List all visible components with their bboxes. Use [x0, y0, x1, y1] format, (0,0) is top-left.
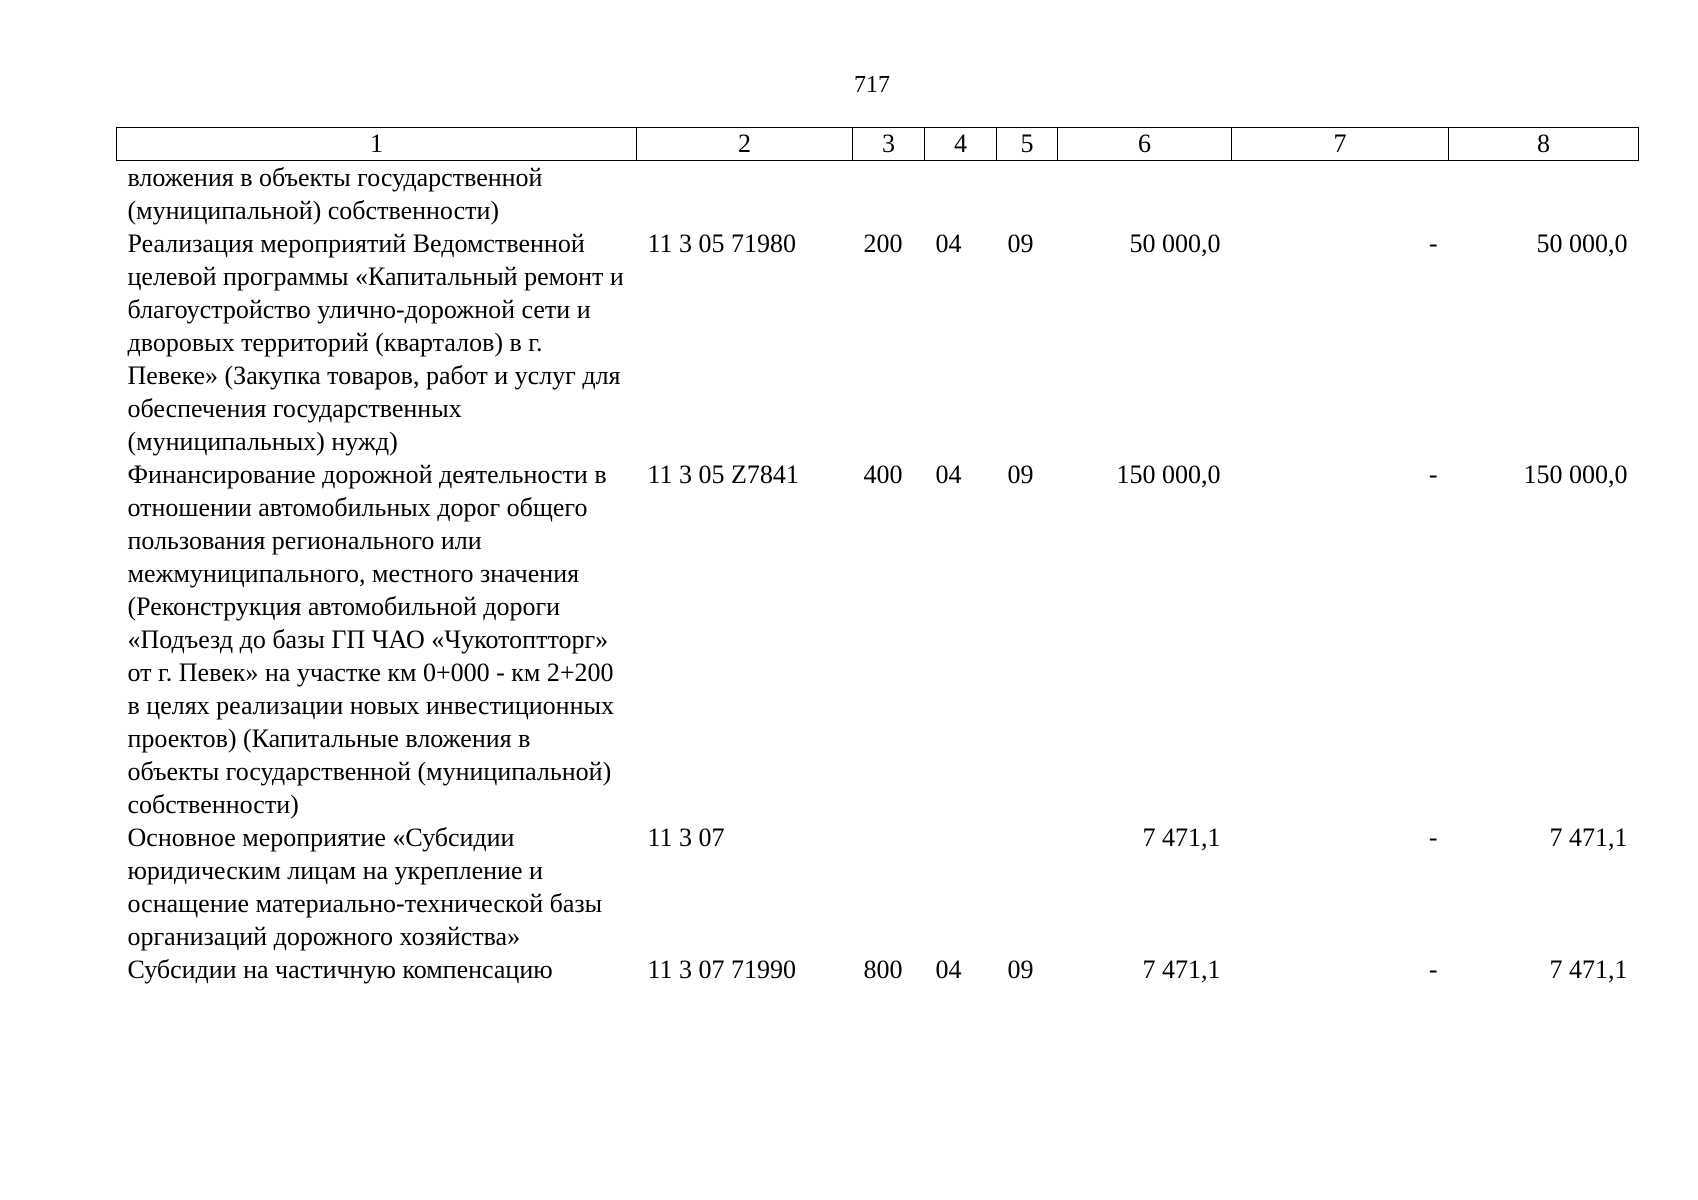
row-total: 7 471,1: [1549, 823, 1628, 852]
row-expense-type: [853, 161, 925, 228]
row-target-code: 11 3 07 71990: [647, 955, 797, 984]
row-change: -: [1428, 955, 1438, 984]
header-cell-4: 4: [925, 128, 997, 161]
row-name: Основное мероприятие «Субсидии юридическим лицам на укрепление и оснащение материально-технической базы организаций дорожного хозяйства»: [127, 823, 603, 951]
row-target-code: 11 3 05 Z7841: [647, 460, 799, 489]
header-row: [117, 128, 1639, 161]
row-subsection: 09: [1007, 229, 1034, 258]
table-header: [117, 128, 1639, 161]
row-total: [1449, 161, 1639, 228]
row-amount: 50 000,0: [1129, 229, 1221, 258]
page-number: 717: [854, 72, 890, 98]
header-cell-2: 2: [637, 128, 853, 161]
row-target-code: 11 3 07: [647, 823, 725, 852]
row-name: Субсидии на частичную компенсацию: [127, 955, 553, 984]
row-section: [925, 161, 997, 228]
row-change: -: [1428, 229, 1438, 258]
row-expense-type: 200: [863, 229, 903, 258]
row-name: вложения в объекты государственной (муниципальной) собственности): [127, 163, 543, 225]
row-target-code: 11 3 05 71980: [647, 229, 797, 258]
header-cell-3: 3: [853, 128, 925, 161]
row-total: 7 471,1: [1549, 955, 1628, 984]
row-total: 50 000,0: [1536, 229, 1628, 258]
table-body: [117, 161, 1639, 987]
row-amount: 7 471,1: [1142, 955, 1221, 984]
table-row: [117, 458, 1639, 821]
row-expense-type: [853, 821, 925, 953]
row-change: -: [1428, 823, 1438, 852]
table-row: [117, 227, 1639, 458]
budget-table: [116, 127, 1639, 986]
row-subsection: [997, 161, 1058, 228]
row-target-code: [637, 161, 853, 228]
table-row: [117, 161, 1639, 228]
table-row: [117, 953, 1639, 986]
row-expense-type: 800: [863, 955, 903, 984]
header-cell-7: 7: [1232, 128, 1449, 161]
row-section: 04: [935, 229, 962, 258]
row-change: -: [1428, 460, 1438, 489]
header-cell-8: 8: [1449, 128, 1639, 161]
row-change: [1232, 161, 1449, 228]
header-cell-6: 6: [1058, 128, 1232, 161]
table-row: [117, 821, 1639, 953]
row-section: [925, 821, 997, 953]
row-name: Финансирование дорожной деятельности в отношении автомобильных дорог общего пользования регионального или межмуниципального, местного значения (Реконструкция автомобильной дороги «Подъезд до базы ГП ЧАО «Чукотоптторг» от г. Певек» на участке км 0+000 - км 2+200 в целях реализации новых инвестиционных проектов) (Капитальные вложения в объекты государственной (муниципальной) собственности): [127, 460, 614, 819]
row-section: 04: [935, 460, 962, 489]
row-subsection: 09: [1007, 955, 1034, 984]
row-expense-type: 400: [863, 460, 903, 489]
row-amount: [1058, 161, 1232, 228]
header-cell-5: 5: [997, 128, 1058, 161]
row-amount: 7 471,1: [1142, 823, 1221, 852]
row-subsection: [997, 821, 1058, 953]
row-total: 150 000,0: [1523, 460, 1628, 489]
row-name: Реализация мероприятий Ведомственной целевой программы «Капитальный ремонт и благоустройство улично-дорожной сети и дворовых территорий (кварталов) в г. Певеке» (Закупка товаров, работ и услуг для обеспечения государственных (муниципальных) нужд): [127, 229, 624, 456]
row-section: 04: [935, 955, 962, 984]
row-amount: 150 000,0: [1116, 460, 1221, 489]
header-cell-1: 1: [117, 128, 637, 161]
row-subsection: 09: [1007, 460, 1034, 489]
